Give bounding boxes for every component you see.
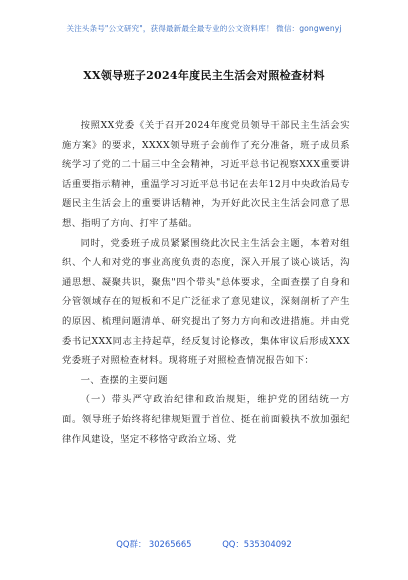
paragraph-process: 同时，党委班子成员紧紧围绕此次民主生活会主题，本着对组织、个人和对党的事业高度负责的态度，深入开展了谈心谈话，沟通思想、凝聚共识，聚焦"四个带头"总体要求，全面查摆了自身和分管领域存在的短板和不足广泛征求了意见建议，深刻剖析了产生的原因、梳理问题清单、研究提出了努力方向和改进措施。并由党委书记XXX同志主持起草，经反复讨论修改，集体审议后形成XXX党委班子对照检查材料。现将班子对照检查情况报告如下： (62, 237, 350, 367)
document-title: XX领导班子2024年度民主生活会对照检查材料 (83, 69, 325, 82)
footer-qq-group: QQ群： 30265665 (116, 539, 192, 549)
paragraph-political-discipline: （一）带头严守政治纪律和政治规矩，维护党的团结统一方面。领导班子始终将纪律规矩置于首位、挺在前面毅执不放加强纪律作风建设，坚定不移恪守政治立场、党 (62, 394, 350, 445)
header-promo-note: 关注头条号"公文研究"，获得最新最全最专业的公文资料库！ 微信：gongwenyj (66, 24, 342, 33)
document-body (62, 116, 350, 449)
section-heading-problems: 一、查摆的主要问题 (80, 374, 168, 386)
footer-contact (0, 538, 408, 550)
footer-qq-number: QQ：535304092 (222, 539, 292, 549)
paragraph-intro: 按照XX党委《关于召开2024年度党员领导干部民主生活会实施方案》的要求，XXXX领导班子会前作了充分准备，班子成员系统学习了党的二十届三中全会精神，习近平总书记视察XXX重要讲话重要指示精神，重温学习习近平总书记在去年12月中央政治局专题民主生活会上的重要讲话精神，为开好此次民主生活会同意了思想、指明了方向、打牢了基础。 (62, 120, 350, 229)
